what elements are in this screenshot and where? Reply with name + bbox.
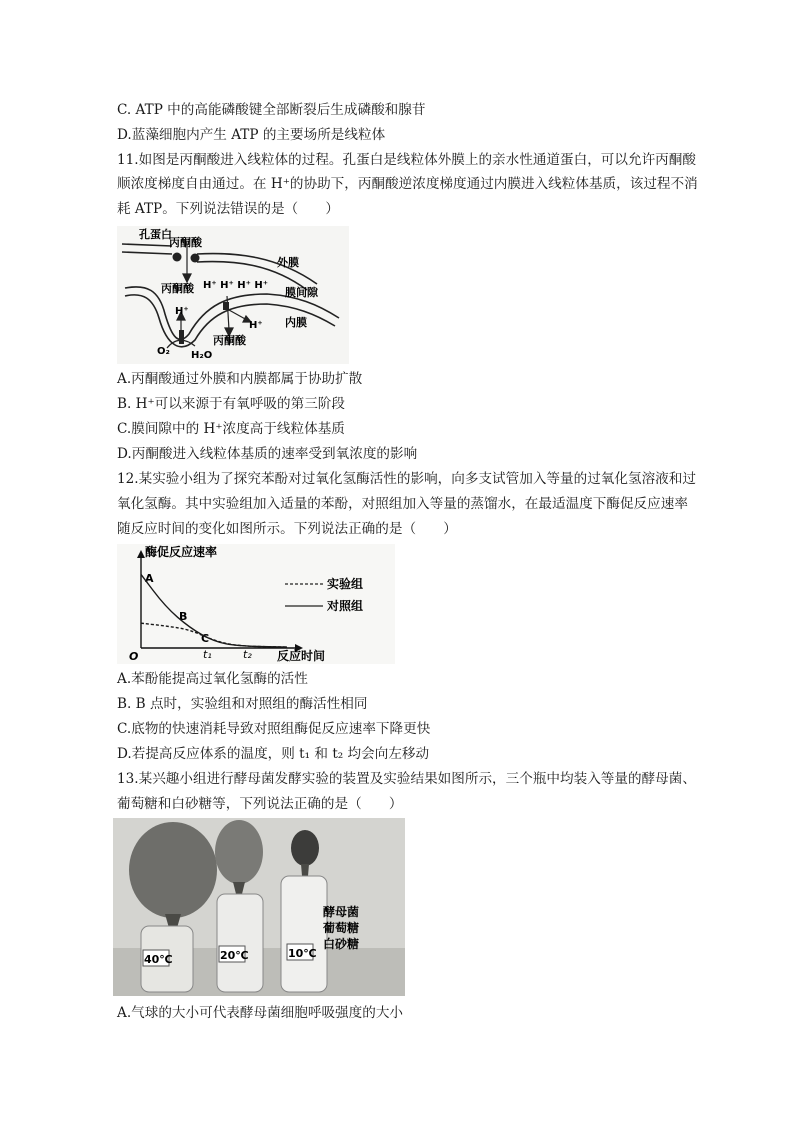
bottle-20 [217, 894, 263, 992]
q10-option-d: D.蓝藻细胞内产生 ATP 的主要场所是线粒体 [117, 127, 386, 143]
q13-option-a: A.气球的大小可代表酵母菌细胞呼吸强度的大小 [117, 1005, 404, 1021]
porin-right-dot [191, 254, 200, 263]
yeast-balloon-photo [113, 818, 405, 996]
label-h-right: H⁺ [249, 320, 263, 331]
mitochondria-pyruvate-diagram [117, 226, 349, 364]
label-glucose: 葡萄糖 [323, 921, 360, 935]
legend-label-experimental: 实验组 [327, 577, 364, 591]
bottle-20-label: 20℃ [220, 949, 249, 962]
label-pyruvate-top: 丙酮酸 [169, 236, 202, 249]
q11-stem-line2: 顺浓度梯度自由通过。在 H⁺的协助下，丙酮酸逆浓度梯度通过内膜进入线粒体基质，该过程不消 [117, 176, 698, 192]
point-label-c: C [201, 632, 210, 645]
q13-stem-line2: 葡萄糖和白砂糖等，下列说法正确的是（ ） [117, 796, 403, 812]
q11-stem-line3: 耗 ATP。下列说法错误的是（ ） [117, 201, 339, 217]
balloon-20 [215, 820, 263, 884]
q12-option-a: A.苯酚能提高过氧化氢酶的活性 [117, 671, 308, 687]
q12-stem-line1: 12.某实验小组为了探究苯酚对过氧化氢酶活性的影响，向多支试管加入等量的过氧化氢溶液和过 [117, 471, 696, 487]
label-inner-membrane: 内膜 [285, 316, 307, 329]
label-h2o: H₂O [191, 350, 213, 361]
tick-t2: t₂ [243, 648, 252, 661]
label-o2: O₂ [157, 346, 170, 357]
label-h-arrow: H⁺ [175, 306, 189, 317]
label-pyruvate-bottom: 丙酮酸 [213, 334, 246, 347]
q11-option-b: B. H⁺可以来源于有氧呼吸的第三阶段 [117, 396, 345, 412]
balloon-40 [129, 822, 217, 918]
q11-option-a: A.丙酮酸通过外膜和内膜都属于协助扩散 [117, 371, 363, 387]
point-label-b: B [179, 610, 188, 623]
chart-origin: O [129, 650, 139, 663]
tick-t1: t₁ [203, 648, 212, 661]
chart-ylabel: 酶促反应速率 [145, 545, 218, 559]
label-intermembrane-space: 膜间隙 [285, 286, 318, 299]
q13-stem-line1: 13.某兴趣小组进行酵母菌发酵实验的装置及实验结果如图所示，三个瓶中均装入等量的酵母菌、 [117, 771, 696, 787]
label-outer-membrane: 外膜 [277, 256, 299, 269]
porin-left-dot [173, 253, 182, 262]
legend-label-control: 对照组 [327, 599, 364, 613]
label-sugar: 白砂糖 [323, 937, 360, 951]
point-label-a: A [145, 572, 154, 585]
q11-option-d: D.丙酮酸进入线粒体基质的速率受到氧浓度的影响 [117, 446, 418, 462]
chart-xlabel: 反应时间 [277, 649, 326, 663]
enzyme-rate-chart [117, 544, 395, 664]
q11-stem-line1: 11.如图是丙酮酸进入线粒体的过程。孔蛋白是线粒体外膜上的亲水性通道蛋白，可以允许丙酮酸 [117, 152, 696, 168]
proton-pump [179, 330, 184, 344]
label-h-ions: H⁺ H⁺ H⁺ H⁺ [203, 280, 269, 291]
q12-stem-line3: 随反应时间的变化如图所示。下列说法正确的是（ ） [117, 521, 457, 537]
q11-option-c: C.膜间隙中的 H⁺浓度高于线粒体基质 [117, 421, 345, 437]
q12-option-c: C.底物的快速消耗导致对照组酶促反应速率下降更快 [117, 721, 431, 737]
label-pyruvate-left: 丙酮酸 [161, 282, 194, 295]
q12-stem-line2: 氧化氢酶。其中实验组加入适量的苯酚，对照组加入等量的蒸馏水，在最适温度下酶促反应速率 [117, 496, 688, 512]
bottle-40-label: 40℃ [144, 953, 173, 966]
q12-option-b: B. B 点时，实验组和对照组的酶活性相同 [117, 696, 368, 712]
bottle-10-label: 10℃ [288, 947, 317, 960]
q12-option-d: D.若提高反应体系的温度，则 t₁ 和 t₂ 均会向左移动 [117, 746, 430, 762]
balloon-10 [291, 830, 319, 866]
label-yeast: 酵母菌 [323, 905, 360, 919]
label-porin: 孔蛋白 [139, 228, 172, 241]
balloon-10-neck [301, 864, 309, 876]
q10-option-c: C. ATP 中的高能磷酸键全部断裂后生成磷酸和腺苷 [117, 102, 426, 118]
bottle-10 [281, 876, 327, 992]
